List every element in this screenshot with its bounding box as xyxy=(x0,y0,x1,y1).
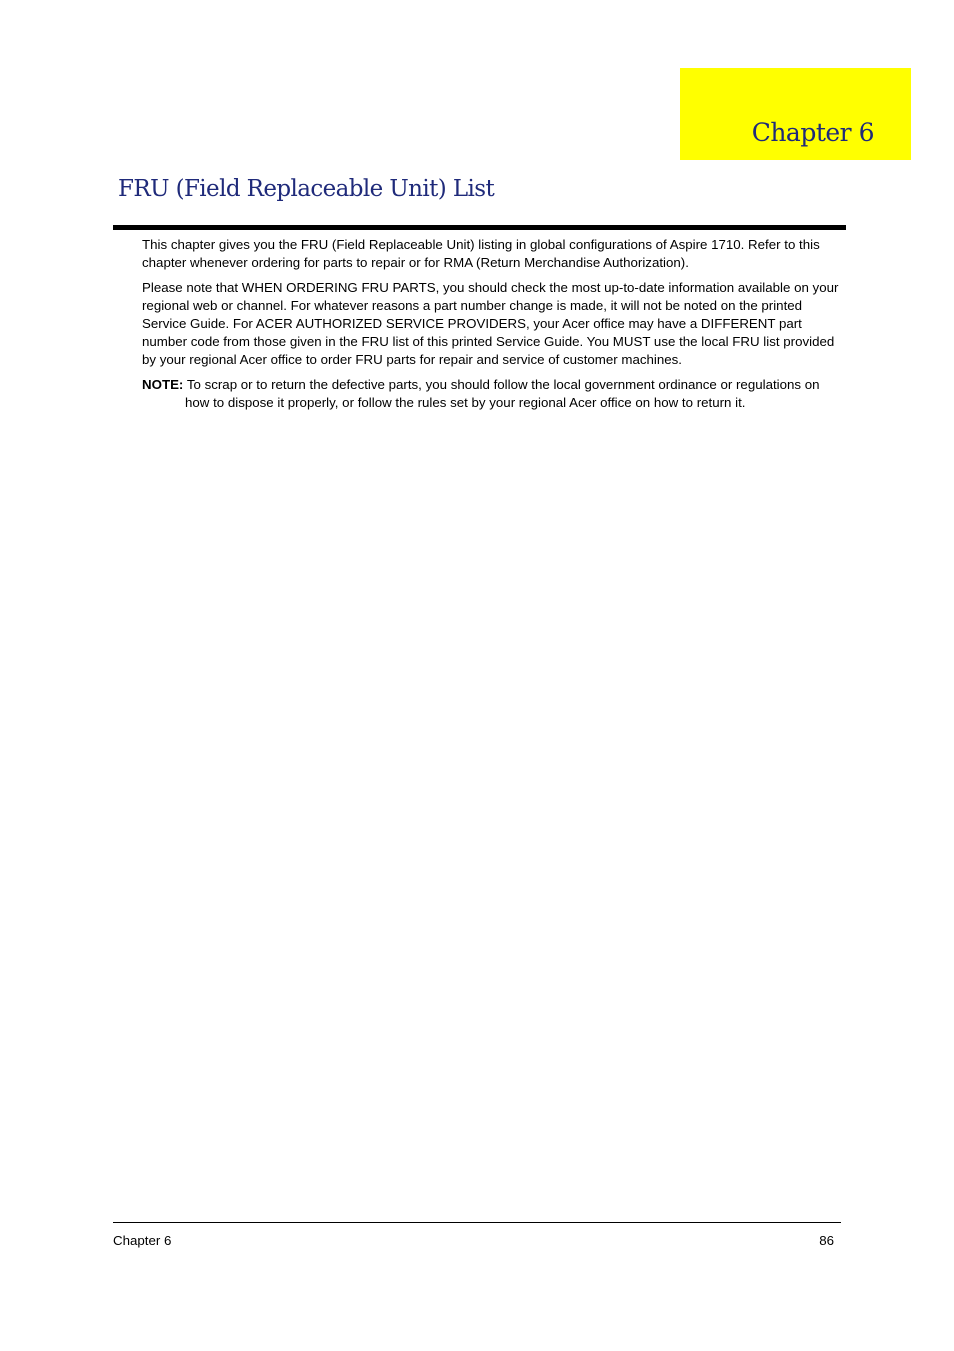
note-paragraph xyxy=(142,376,842,412)
intro-paragraph: This chapter gives you the FRU (Field Replaceable Unit) listing in global configurations of Aspire 1710. Refer to this chapter whenever ordering for parts to repair or for RMA (Return Merchandise Authorization). xyxy=(142,237,820,270)
page-title: FRU (Field Replaceable Unit) List xyxy=(118,176,495,202)
body-content xyxy=(142,236,842,419)
note-text: To scrap or to return the defective parts, you should follow the local government ordinance or regulations on how to dispose it properly, or follow the rules set by your regional Acer office on how to return it. xyxy=(185,377,820,410)
footer-divider xyxy=(113,1222,841,1223)
title-divider xyxy=(113,225,846,230)
chapter-label: Chapter 6 xyxy=(751,118,874,147)
footer-chapter: Chapter 6 xyxy=(113,1233,172,1248)
chapter-banner xyxy=(680,68,911,160)
note-label: NOTE: xyxy=(142,377,184,392)
ordering-paragraph: Please note that WHEN ORDERING FRU PARTS, you should check the most up-to-date information available on your regional web or channel. For whatever reasons a part number change is made, it will not be noted on the printed Service Guide. For ACER AUTHORIZED SERVICE PROVIDERS, your Acer office may have a DIFFERENT part number code from those given in the FRU list of this printed Service Guide. You MUST use the local FRU list provided by your regional Acer office to order FRU parts for repair and service of customer machines. xyxy=(142,280,839,367)
footer-page-number: 86 xyxy=(819,1233,834,1248)
